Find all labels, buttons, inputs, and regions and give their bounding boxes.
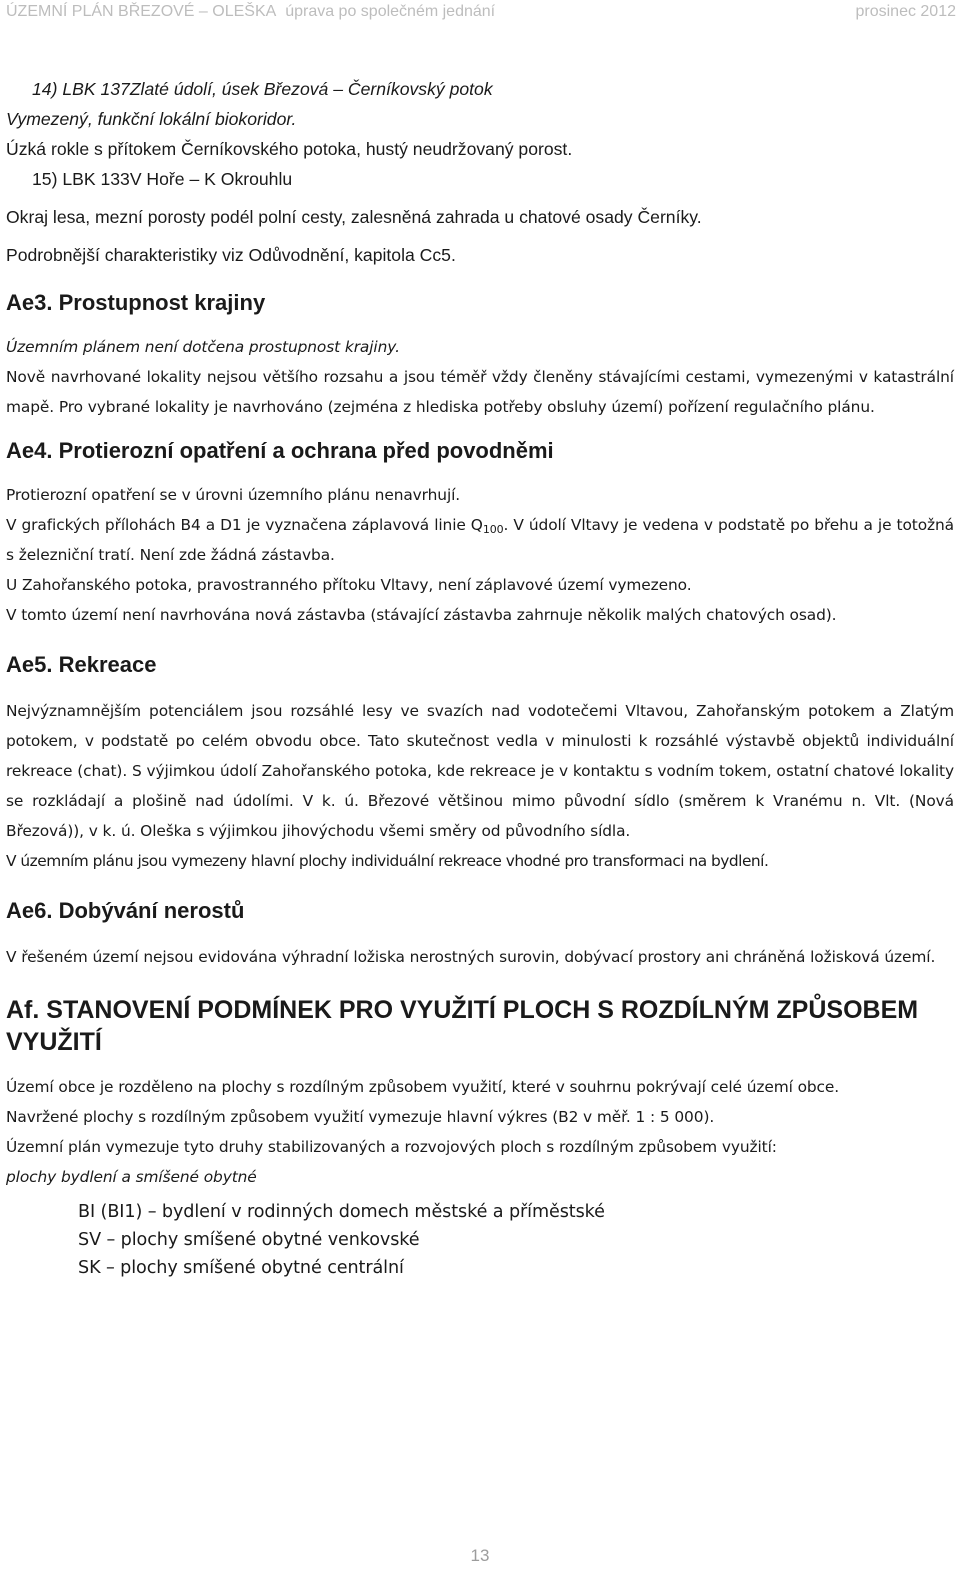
lbk133-title-text: 15) LBK 133V Hoře – K Okrouhlu (32, 169, 293, 189)
section-heading-ae4: Ae4. Protierozní opatření a ochrana před povodněmi (6, 438, 554, 463)
header-left (6, 3, 495, 21)
page-header (6, 3, 956, 25)
af-list-item: SV – plochy smíšené obytné venkovské (78, 1230, 420, 1250)
lbk137-line1: Vymezený, funkční lokální biokoridor. (6, 109, 297, 129)
ae4-paragraph-3: U Zahořanského potoka, pravostranného přítoku Vltavy, není záplavové území vymezeno. (6, 576, 692, 594)
header-subtitle: úprava po společném jednání (285, 3, 496, 20)
header-title: ÚZEMNÍ PLÁN BŘEZOVÉ – OLEŠKA (6, 3, 277, 20)
section-heading-ae5: Ae5. Rekreace (6, 652, 157, 677)
af-paragraph-2: Navržené plochy s rozdílným způsobem využití vymezuje hlavní výkres (B2 v měř. 1 : 5 000). (6, 1108, 715, 1126)
page-content (6, 74, 954, 1282)
section-heading-af: Af. STANOVENÍ PODMÍNEK PRO VYUŽITÍ PLOCH S ROZDÍLNÝM ZPŮSOBEM VYUŽITÍ (6, 996, 919, 1056)
ae5-paragraph-2: V územním plánu jsou vymezeny hlavní plochy individuální rekreace vhodné pro transformaci na bydlení. (6, 852, 769, 870)
af-paragraph-1: Území obce je rozděleno na plochy s rozdílným způsobem využití, které v souhrnu pokrývají celé území obce. (6, 1078, 840, 1096)
lbk133-title (6, 164, 954, 194)
af-paragraph-3: Územní plán vymezuje tyto druhy stabilizovaných a rozvojových ploch s rozdílným způsobem využití: (6, 1138, 777, 1156)
ae3-paragraph-2: Nově navrhované lokality nejsou většího rozsahu a jsou téměř vždy členěny stávajícími cestami, vymezenými v katastrální mapě. Pro vybrané lokality je navrhováno (zejména z hlediska potřeby obsluhy území) pořízení regulačního plánu. (6, 368, 954, 416)
af-list-item: SK – plochy smíšené obytné centrální (78, 1258, 404, 1278)
ae6-paragraph-1: V řešeném území nejsou evidována výhradní ložiska nerostných surovin, dobývací prostory ani chráněná ložisková území. (6, 948, 936, 966)
ae3-paragraph-1: Územním plánem není dotčena prostupnost krajiny. (6, 338, 400, 356)
header-date: prosinec 2012 (855, 3, 956, 20)
af-list-item: BI (BI1) – bydlení v rodinných domech městské a příměstské (78, 1202, 605, 1222)
lbk137-line2: Úzká rokle s přítokem Černíkovského potoka, hustý neudržovaný porost. (6, 139, 573, 159)
section-heading-ae6: Ae6. Dobývání nerostů (6, 898, 245, 923)
lbk133-line2: Podrobnější charakteristiky viz Odůvodnění, kapitola Cc5. (6, 245, 456, 265)
ae4-paragraph-1: Protierozní opatření se v úrovni územního plánu nenavrhují. (6, 486, 461, 504)
ae4-paragraph-2 (6, 510, 954, 570)
page-number: 13 (470, 1546, 490, 1565)
af-group-title: plochy bydlení a smíšené obytné (6, 1168, 257, 1186)
section-heading-ae3: Ae3. Prostupnost krajiny (6, 290, 266, 315)
ae4-p2-start: V grafických přílohách B4 a D1 je vyznačena záplavová linie Q (6, 516, 483, 534)
ae4-p2-subscript: 100 (482, 523, 504, 536)
lbk137-title: 14) LBK 137Zlaté údolí, úsek Březová – Černíkovský potok (32, 79, 493, 99)
ae4-p2-end: . V údolí Vltavy je vedena v podstatě po břehu a je totožná s železniční tratí. Není zde žádná zástavba. (6, 516, 954, 564)
lbk133-line1: Okraj lesa, mezní porosty podél polní cesty, zalesněná zahrada u chatové osady Černíky. (6, 207, 702, 227)
ae5-paragraph-1: Nejvýznamnějším potenciálem jsou rozsáhlé lesy ve svazích nad vodotečemi Vltavou, Zahořanským potokem a Zlatým potokem, v podstatě po celém obvodu obce. Tato skutečnost vedla v minulosti k rozsáhlé výstavbě objektů individuální rekreace (chat). S výjimkou údolí Zahořanského potoka, kde rekreace je v kontaktu s vodním tokem, ostatní chatové lokality se rozkládají a plošině nad údolími. V k. ú. Březové většinou mimo původní sídlo (směrem k Vranému n. Vlt. (Nová Březová)), v k. ú. Oleška s výjimkou jihovýchodu všemi směry od původního sídla. (6, 702, 954, 840)
ae4-paragraph-4: V tomto území není navrhována nová zástavba (stávající zástavba zahrnuje několik malých chatových osad). (6, 606, 837, 624)
